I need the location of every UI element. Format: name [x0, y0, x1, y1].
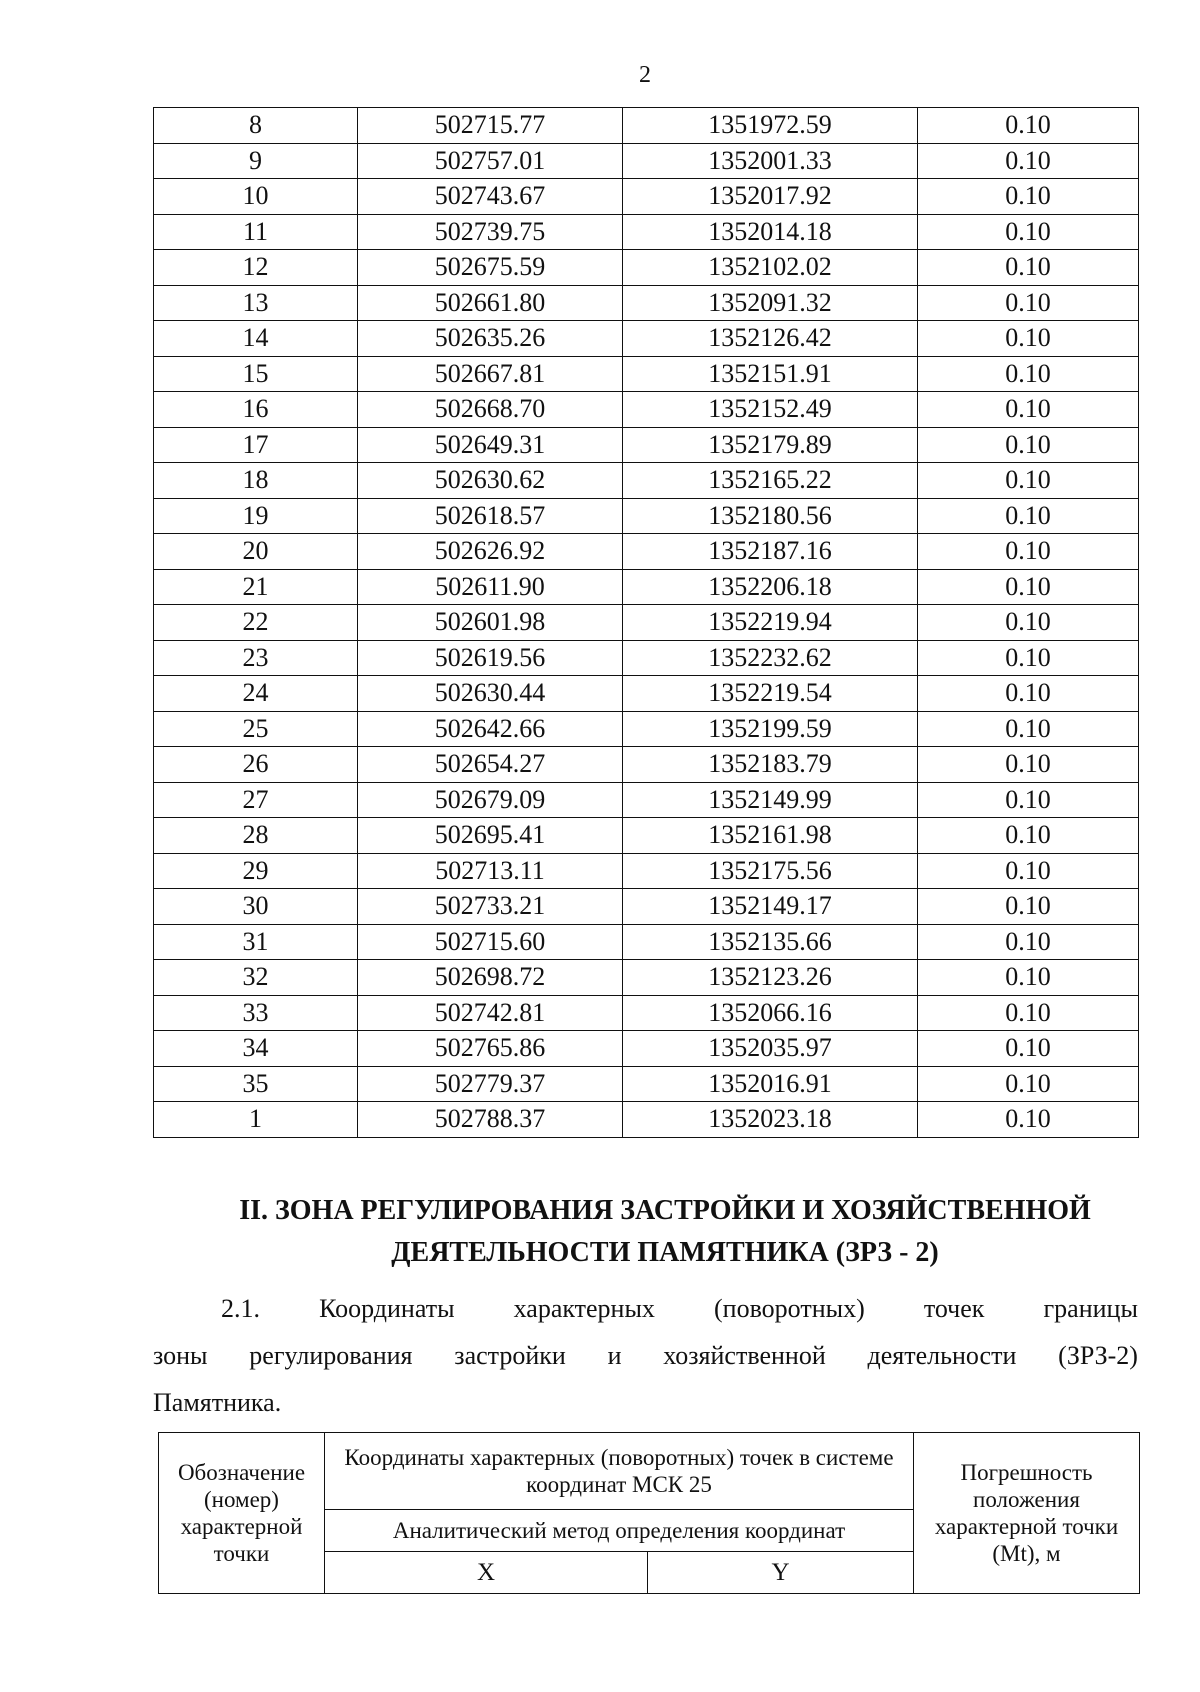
y-coordinate-cell: 1352152.49 [623, 392, 918, 428]
x-coordinate-cell: 502698.72 [358, 960, 623, 996]
table-row [154, 356, 1139, 392]
x-coordinate-cell: 502630.62 [358, 463, 623, 499]
table-row [154, 321, 1139, 357]
y-coordinate-cell: 1351972.59 [623, 108, 918, 144]
coordinates-table [153, 107, 1139, 1138]
table-row [154, 427, 1139, 463]
y-coordinate-cell: 1352149.17 [623, 889, 918, 925]
table-row [154, 960, 1139, 996]
paragraph-word: зоны [153, 1341, 208, 1370]
table-row [154, 392, 1139, 428]
y-coordinate-cell: 1352014.18 [623, 214, 918, 250]
point-number-cell: 21 [154, 569, 358, 605]
x-coordinate-cell: 502765.86 [358, 1031, 623, 1067]
y-coordinate-cell: 1352151.91 [623, 356, 918, 392]
table-row [154, 640, 1139, 676]
error-cell: 0.10 [918, 676, 1139, 712]
x-coordinate-cell: 502733.21 [358, 889, 623, 925]
x-coordinate-cell: 502675.59 [358, 250, 623, 286]
table-row [154, 463, 1139, 499]
table-row [154, 995, 1139, 1031]
table-row [154, 569, 1139, 605]
table-row [154, 214, 1139, 250]
section-heading [160, 1190, 1170, 1274]
point-number-cell: 33 [154, 995, 358, 1031]
point-number-cell: 31 [154, 924, 358, 960]
error-cell: 0.10 [918, 285, 1139, 321]
x-coordinate-cell: 502611.90 [358, 569, 623, 605]
paragraph-word: точек [923, 1294, 985, 1323]
y-coordinate-cell: 1352102.02 [623, 250, 918, 286]
x-coordinate-cell: 502715.60 [358, 924, 623, 960]
y-coordinate-cell: 1352180.56 [623, 498, 918, 534]
table-row [154, 108, 1139, 144]
coordinates-header-table [158, 1432, 1140, 1594]
error-cell: 0.10 [918, 534, 1139, 570]
error-cell: 0.10 [918, 640, 1139, 676]
x-coordinate-cell: 502642.66 [358, 711, 623, 747]
y-coordinate-cell: 1352035.97 [623, 1031, 918, 1067]
point-number-cell: 35 [154, 1066, 358, 1102]
y-coordinate-cell: 1352161.98 [623, 818, 918, 854]
table-row [154, 179, 1139, 215]
paragraph-word: хозяйственной [663, 1341, 826, 1370]
table-row [154, 889, 1139, 925]
point-number-cell: 1 [154, 1102, 358, 1138]
table-row [154, 1031, 1139, 1067]
section-heading-line1: II. ЗОНА РЕГУЛИРОВАНИЯ ЗАСТРОЙКИ И ХОЗЯЙСТВЕННОЙ [239, 1195, 1091, 1226]
y-coordinate-cell: 1352183.79 [623, 747, 918, 783]
header-error: Погрешность положения характерной точки (Mt), м [914, 1433, 1140, 1594]
paragraph-line1 [153, 1294, 1138, 1324]
table-row [154, 143, 1139, 179]
error-cell: 0.10 [918, 995, 1139, 1031]
x-coordinate-cell: 502788.37 [358, 1102, 623, 1138]
header-method: Аналитический метод определения координат [325, 1510, 914, 1552]
y-coordinate-cell: 1352206.18 [623, 569, 918, 605]
x-coordinate-cell: 502654.27 [358, 747, 623, 783]
point-number-cell: 13 [154, 285, 358, 321]
x-coordinate-cell: 502619.56 [358, 640, 623, 676]
error-cell: 0.10 [918, 818, 1139, 854]
point-number-cell: 23 [154, 640, 358, 676]
y-coordinate-cell: 1352149.99 [623, 782, 918, 818]
y-coordinate-cell: 1352123.26 [623, 960, 918, 996]
point-number-cell: 17 [154, 427, 358, 463]
point-number-cell: 9 [154, 143, 358, 179]
x-coordinate-cell: 502630.44 [358, 676, 623, 712]
table-row [154, 711, 1139, 747]
y-coordinate-cell: 1352017.92 [623, 179, 918, 215]
page-number: 2 [639, 62, 651, 88]
paragraph-word: и [607, 1341, 622, 1370]
error-cell: 0.10 [918, 711, 1139, 747]
point-number-cell: 14 [154, 321, 358, 357]
y-coordinate-cell: 1352175.56 [623, 853, 918, 889]
table-row [154, 250, 1139, 286]
x-coordinate-cell: 502618.57 [358, 498, 623, 534]
point-number-cell: 30 [154, 889, 358, 925]
x-coordinate-cell: 502743.67 [358, 179, 623, 215]
error-cell: 0.10 [918, 179, 1139, 215]
error-cell: 0.10 [918, 1031, 1139, 1067]
table-row [154, 285, 1139, 321]
y-coordinate-cell: 1352179.89 [623, 427, 918, 463]
x-coordinate-cell: 502713.11 [358, 853, 623, 889]
error-cell: 0.10 [918, 214, 1139, 250]
error-cell: 0.10 [918, 1102, 1139, 1138]
error-cell: 0.10 [918, 108, 1139, 144]
paragraph-word: регулирования [249, 1341, 413, 1370]
x-coordinate-cell: 502668.70 [358, 392, 623, 428]
y-coordinate-cell: 1352219.54 [623, 676, 918, 712]
point-number-cell: 32 [154, 960, 358, 996]
y-coordinate-cell: 1352165.22 [623, 463, 918, 499]
point-number-cell: 26 [154, 747, 358, 783]
y-coordinate-cell: 1352219.94 [623, 605, 918, 641]
coordinates-table-body [154, 108, 1139, 1138]
x-coordinate-cell: 502649.31 [358, 427, 623, 463]
error-cell: 0.10 [918, 463, 1139, 499]
x-coordinate-cell: 502635.26 [358, 321, 623, 357]
error-cell: 0.10 [918, 960, 1139, 996]
paragraph-word: (ЗРЗ-2) [1058, 1341, 1138, 1370]
x-coordinate-cell: 502626.92 [358, 534, 623, 570]
paragraph-word: границы [1043, 1294, 1138, 1323]
point-number-cell: 12 [154, 250, 358, 286]
point-number-cell: 10 [154, 179, 358, 215]
y-coordinate-cell: 1352126.42 [623, 321, 918, 357]
header-point-designation: Обозначение (номер) характерной точки [159, 1433, 325, 1594]
paragraph-line2 [153, 1341, 1138, 1371]
point-number-cell: 22 [154, 605, 358, 641]
x-coordinate-cell: 502779.37 [358, 1066, 623, 1102]
x-coordinate-cell: 502679.09 [358, 782, 623, 818]
y-coordinate-cell: 1352001.33 [623, 143, 918, 179]
x-coordinate-cell: 502661.80 [358, 285, 623, 321]
error-cell: 0.10 [918, 356, 1139, 392]
header-coordinates-title: Координаты характерных (поворотных) точек в системе координат МСК 25 [325, 1433, 914, 1510]
paragraph-word: деятельности [867, 1341, 1017, 1370]
paragraph-word: (поворотных) [714, 1294, 865, 1323]
y-coordinate-cell: 1352091.32 [623, 285, 918, 321]
point-number-cell: 29 [154, 853, 358, 889]
y-coordinate-cell: 1352023.18 [623, 1102, 918, 1138]
point-number-cell: 25 [154, 711, 358, 747]
point-number-cell: 16 [154, 392, 358, 428]
point-number-cell: 28 [154, 818, 358, 854]
point-number-cell: 11 [154, 214, 358, 250]
point-number-cell: 18 [154, 463, 358, 499]
error-cell: 0.10 [918, 605, 1139, 641]
point-number-cell: 24 [154, 676, 358, 712]
table-row [154, 605, 1139, 641]
paragraph-line3: Памятника. [153, 1388, 282, 1417]
point-number-cell: 34 [154, 1031, 358, 1067]
table-row [154, 924, 1139, 960]
point-number-cell: 15 [154, 356, 358, 392]
error-cell: 0.10 [918, 250, 1139, 286]
y-coordinate-cell: 1352016.91 [623, 1066, 918, 1102]
paragraph-word: 2.1. [221, 1294, 260, 1323]
y-coordinate-cell: 1352066.16 [623, 995, 918, 1031]
header-y: Y [648, 1552, 914, 1594]
point-number-cell: 8 [154, 108, 358, 144]
error-cell: 0.10 [918, 853, 1139, 889]
point-number-cell: 27 [154, 782, 358, 818]
error-cell: 0.10 [918, 1066, 1139, 1102]
y-coordinate-cell: 1352135.66 [623, 924, 918, 960]
x-coordinate-cell: 502695.41 [358, 818, 623, 854]
error-cell: 0.10 [918, 889, 1139, 925]
paragraph-word: характерных [513, 1294, 655, 1323]
x-coordinate-cell: 502742.81 [358, 995, 623, 1031]
table-row [154, 747, 1139, 783]
y-coordinate-cell: 1352199.59 [623, 711, 918, 747]
point-number-cell: 20 [154, 534, 358, 570]
table-row [154, 782, 1139, 818]
section-heading-line2: ДЕЯТЕЛЬНОСТИ ПАМЯТНИКА (ЗРЗ - 2) [391, 1237, 939, 1268]
table-row [154, 818, 1139, 854]
x-coordinate-cell: 502667.81 [358, 356, 623, 392]
paragraph-word: застройки [454, 1341, 566, 1370]
x-coordinate-cell: 502601.98 [358, 605, 623, 641]
table-row [154, 676, 1139, 712]
table-row [154, 1066, 1139, 1102]
x-coordinate-cell: 502757.01 [358, 143, 623, 179]
error-cell: 0.10 [918, 427, 1139, 463]
error-cell: 0.10 [918, 143, 1139, 179]
x-coordinate-cell: 502739.75 [358, 214, 623, 250]
x-coordinate-cell: 502715.77 [358, 108, 623, 144]
point-number-cell: 19 [154, 498, 358, 534]
error-cell: 0.10 [918, 392, 1139, 428]
y-coordinate-cell: 1352187.16 [623, 534, 918, 570]
error-cell: 0.10 [918, 498, 1139, 534]
header-x: X [325, 1552, 648, 1594]
table-row [154, 1102, 1139, 1138]
error-cell: 0.10 [918, 747, 1139, 783]
error-cell: 0.10 [918, 569, 1139, 605]
error-cell: 0.10 [918, 924, 1139, 960]
table-row [154, 853, 1139, 889]
error-cell: 0.10 [918, 782, 1139, 818]
paragraph-word: Координаты [319, 1294, 455, 1323]
table-row [154, 498, 1139, 534]
table-row [154, 534, 1139, 570]
y-coordinate-cell: 1352232.62 [623, 640, 918, 676]
error-cell: 0.10 [918, 321, 1139, 357]
